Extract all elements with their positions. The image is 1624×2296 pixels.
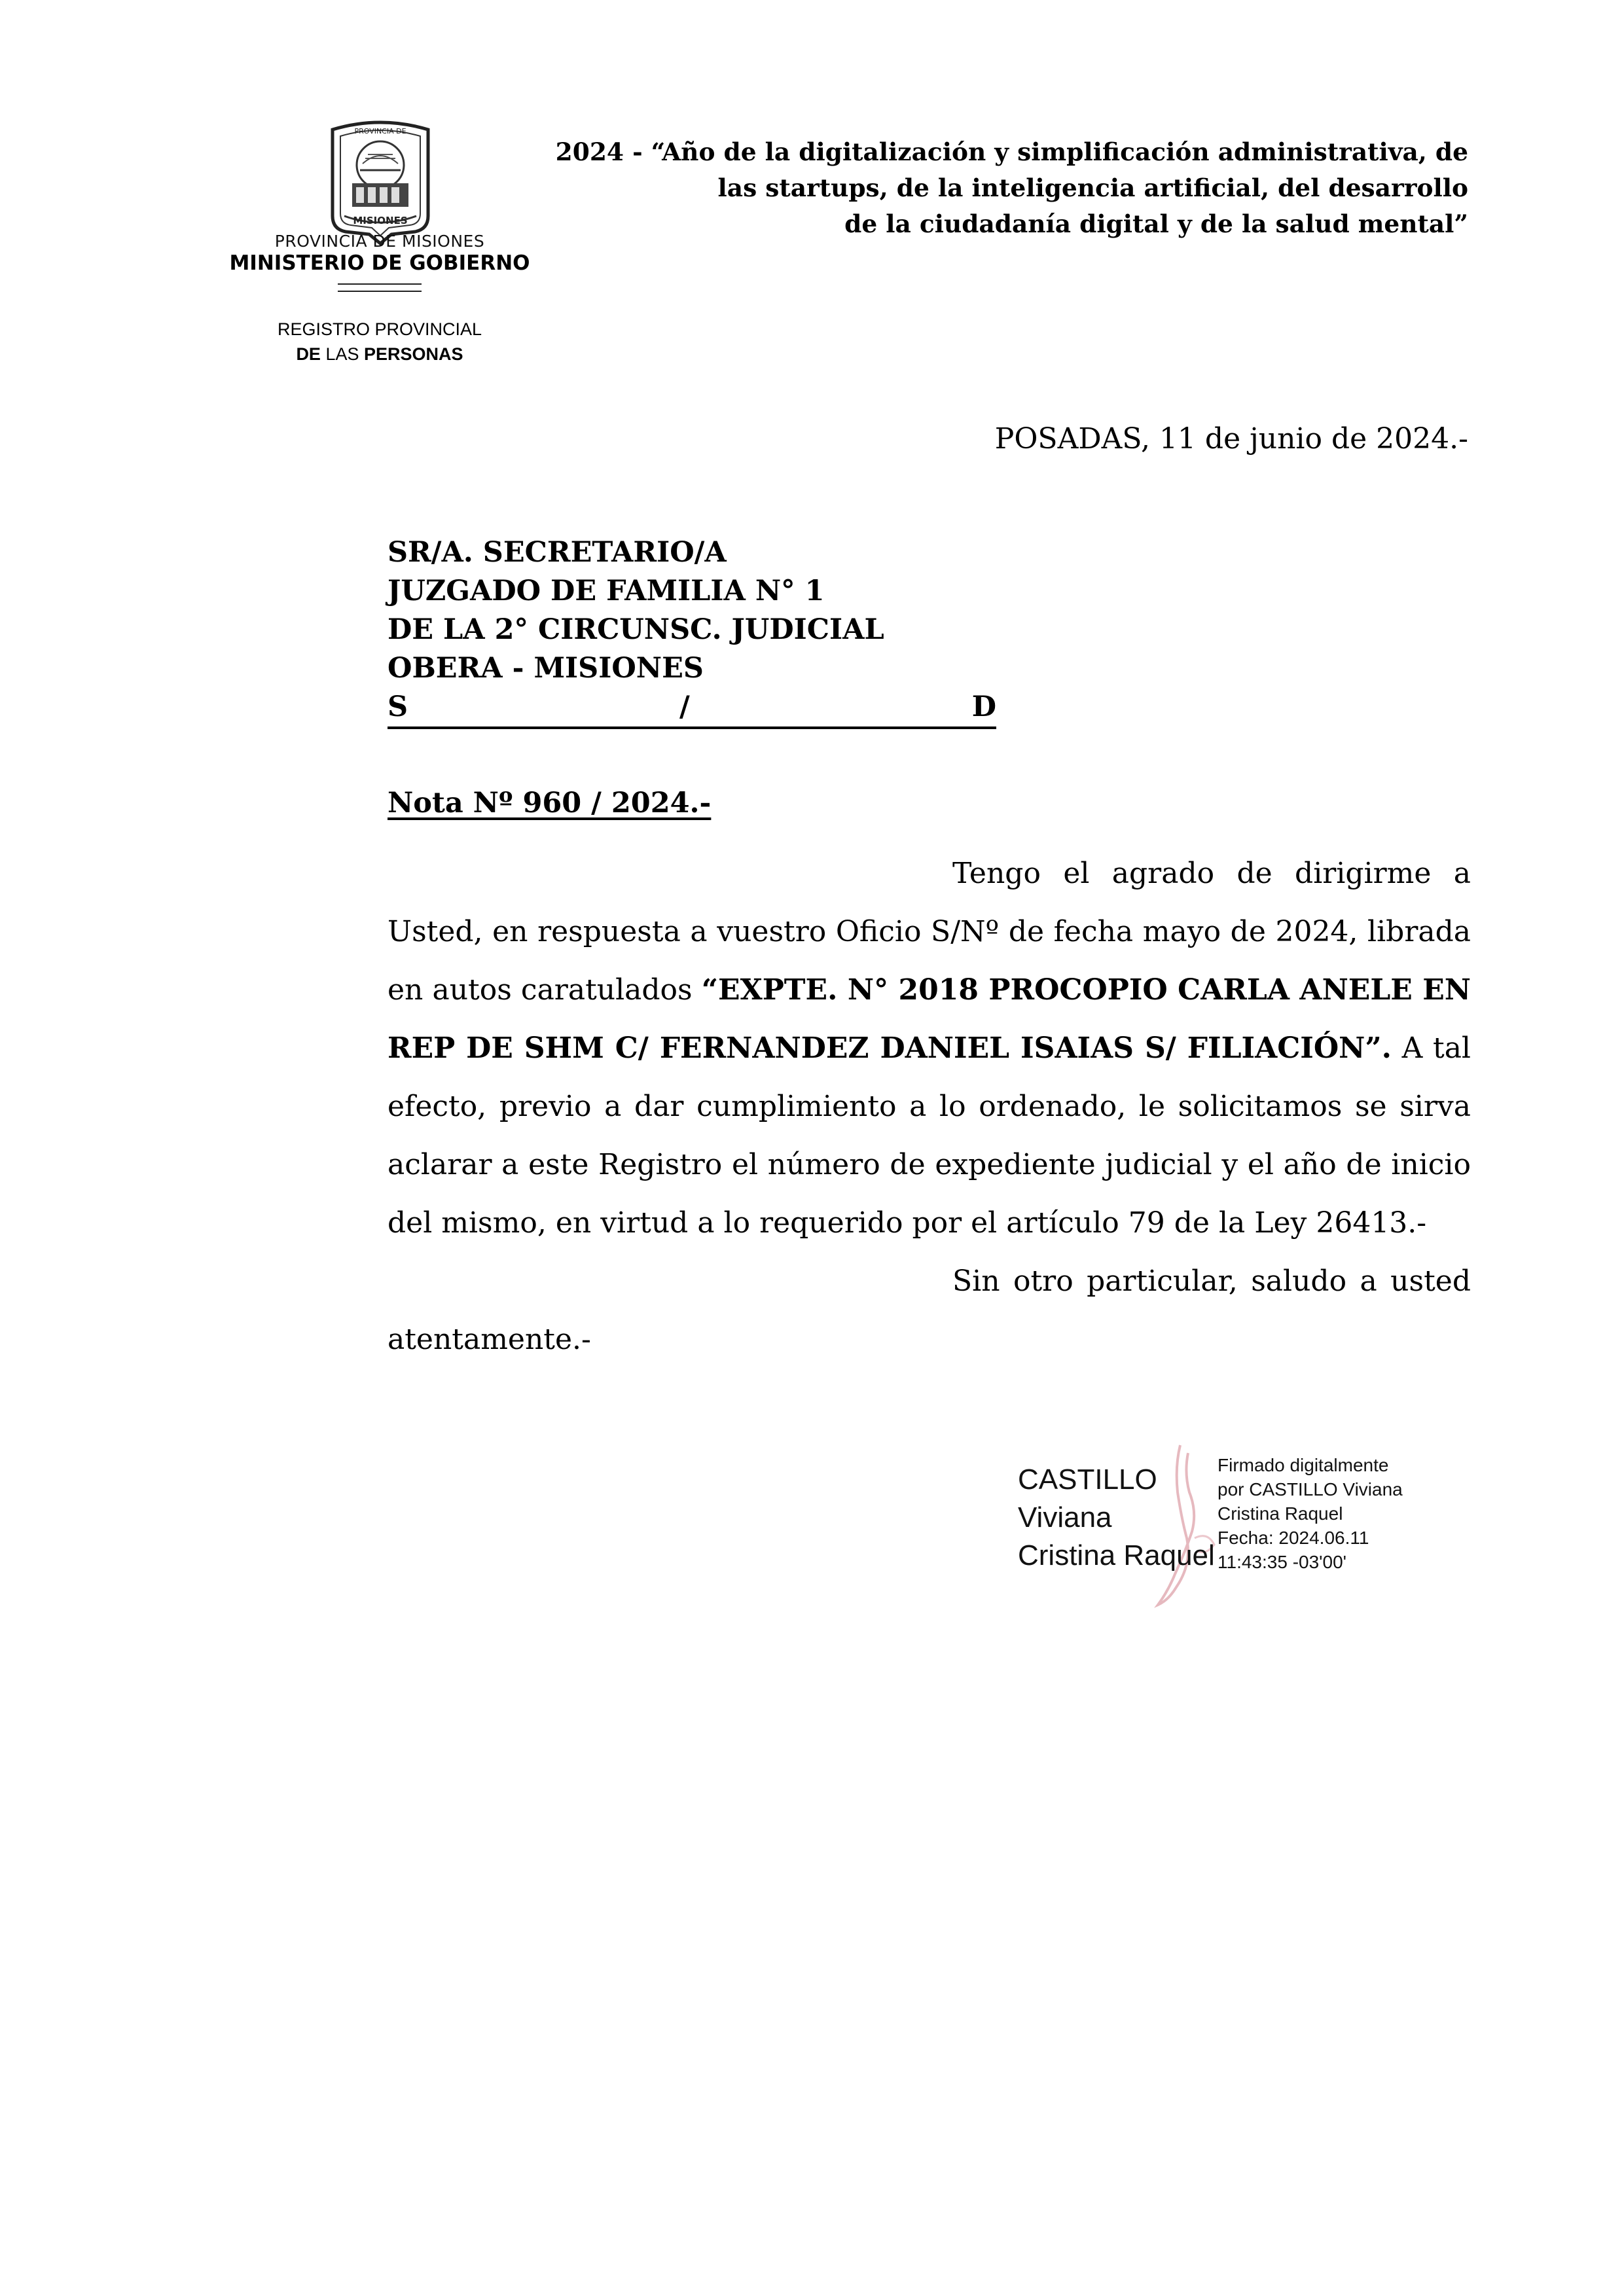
digital-signature: [1018, 1440, 1489, 1610]
signature-detail-line: Cristina Raquel: [1218, 1503, 1343, 1524]
body-paragraph-1: [388, 844, 1471, 1252]
logo-divider: [338, 283, 422, 285]
date-line: POSADAS, 11 de junio de 2024.-: [994, 422, 1468, 456]
signature-detail-line: 11:43:35 -03'00': [1218, 1552, 1346, 1572]
motto-line: las startups, de la inteligencia artificial, del desarrollo: [717, 173, 1468, 202]
motto-line: de la ciudadanía digital y de la salud mental”: [844, 209, 1468, 238]
signature-detail-line: Firmado digitalmente: [1218, 1455, 1389, 1475]
addressee-line: JUZGADO DE FAMILIA N° 1: [388, 575, 825, 607]
body-text: Tengo el agrado de dirigirme a Usted, en respuesta a vuestro Oficio S/Nº de fecha mayo de 2024, librada en autos caratulados: [388, 857, 1471, 1007]
addressee-block: [388, 533, 996, 729]
sd-right: D: [971, 691, 996, 723]
note-number: Nota Nº 960 / 2024.-: [388, 787, 712, 819]
addressee-line: OBERA - MISIONES: [388, 652, 704, 685]
provincial-seal-icon: [319, 118, 441, 246]
addressee-line: DE LA 2° CIRCUNSC. JUDICIAL: [388, 613, 884, 646]
registry-line-2: [223, 344, 537, 365]
signature-detail-line: Fecha: 2024.06.11: [1218, 1528, 1369, 1548]
registry-prefix: DE: [296, 344, 321, 364]
registry-line-1: REGISTRO PROVINCIAL: [277, 319, 482, 339]
seal-top-text: PROVINCIA DE: [354, 127, 406, 135]
signature-details: [1218, 1453, 1403, 1574]
province-label: PROVINCIA DE MISIONES: [274, 232, 485, 251]
signer-name-line: CASTILLO: [1018, 1463, 1157, 1496]
sd-left: S: [388, 691, 408, 723]
signer-name-line: Cristina Raquel: [1018, 1539, 1215, 1571]
registry-suffix: PERSONAS: [364, 344, 463, 364]
body-paragraph-2: [388, 1252, 1471, 1369]
closing-text: Sin otro particular, saludo a usted atentamente.-: [388, 1265, 1471, 1356]
signature-detail-line: por CASTILLO Viviana: [1218, 1479, 1403, 1499]
year-motto: [447, 134, 1468, 242]
sd-mid: /: [679, 691, 690, 723]
addressee-line: SR/A. SECRETARIO/A: [388, 536, 727, 569]
letter-body: [388, 844, 1471, 1369]
signer-name-line: Viviana: [1018, 1501, 1112, 1534]
body-text: A tal efecto, previo a dar cumplimiento a lo ordenado, le solicitamos se sirva aclarar a este Registro el número de expediente judicial y el año de inicio del mismo, en virtud a lo requerido por el artículo 79 de la Ley 26413.-: [388, 1031, 1471, 1240]
case-title: “EXPTE. N° 2018 PROCOPIO CARLA ANELE EN REP DE SHM C/ FERNANDEZ DANIEL ISAIAS S/ FILIACIÓN”.: [388, 973, 1471, 1065]
seal-bottom-text: MISIONES: [353, 215, 408, 226]
sd-line: [388, 688, 996, 729]
motto-line: 2024 - “Año de la digitalización y simplificación administrativa, de: [555, 137, 1468, 166]
signer-name: [1018, 1461, 1215, 1575]
ministry-label: MINISTERIO DE GOBIERNO: [229, 251, 530, 275]
logo-divider: [338, 291, 422, 292]
registry-middle: LAS: [320, 344, 364, 364]
